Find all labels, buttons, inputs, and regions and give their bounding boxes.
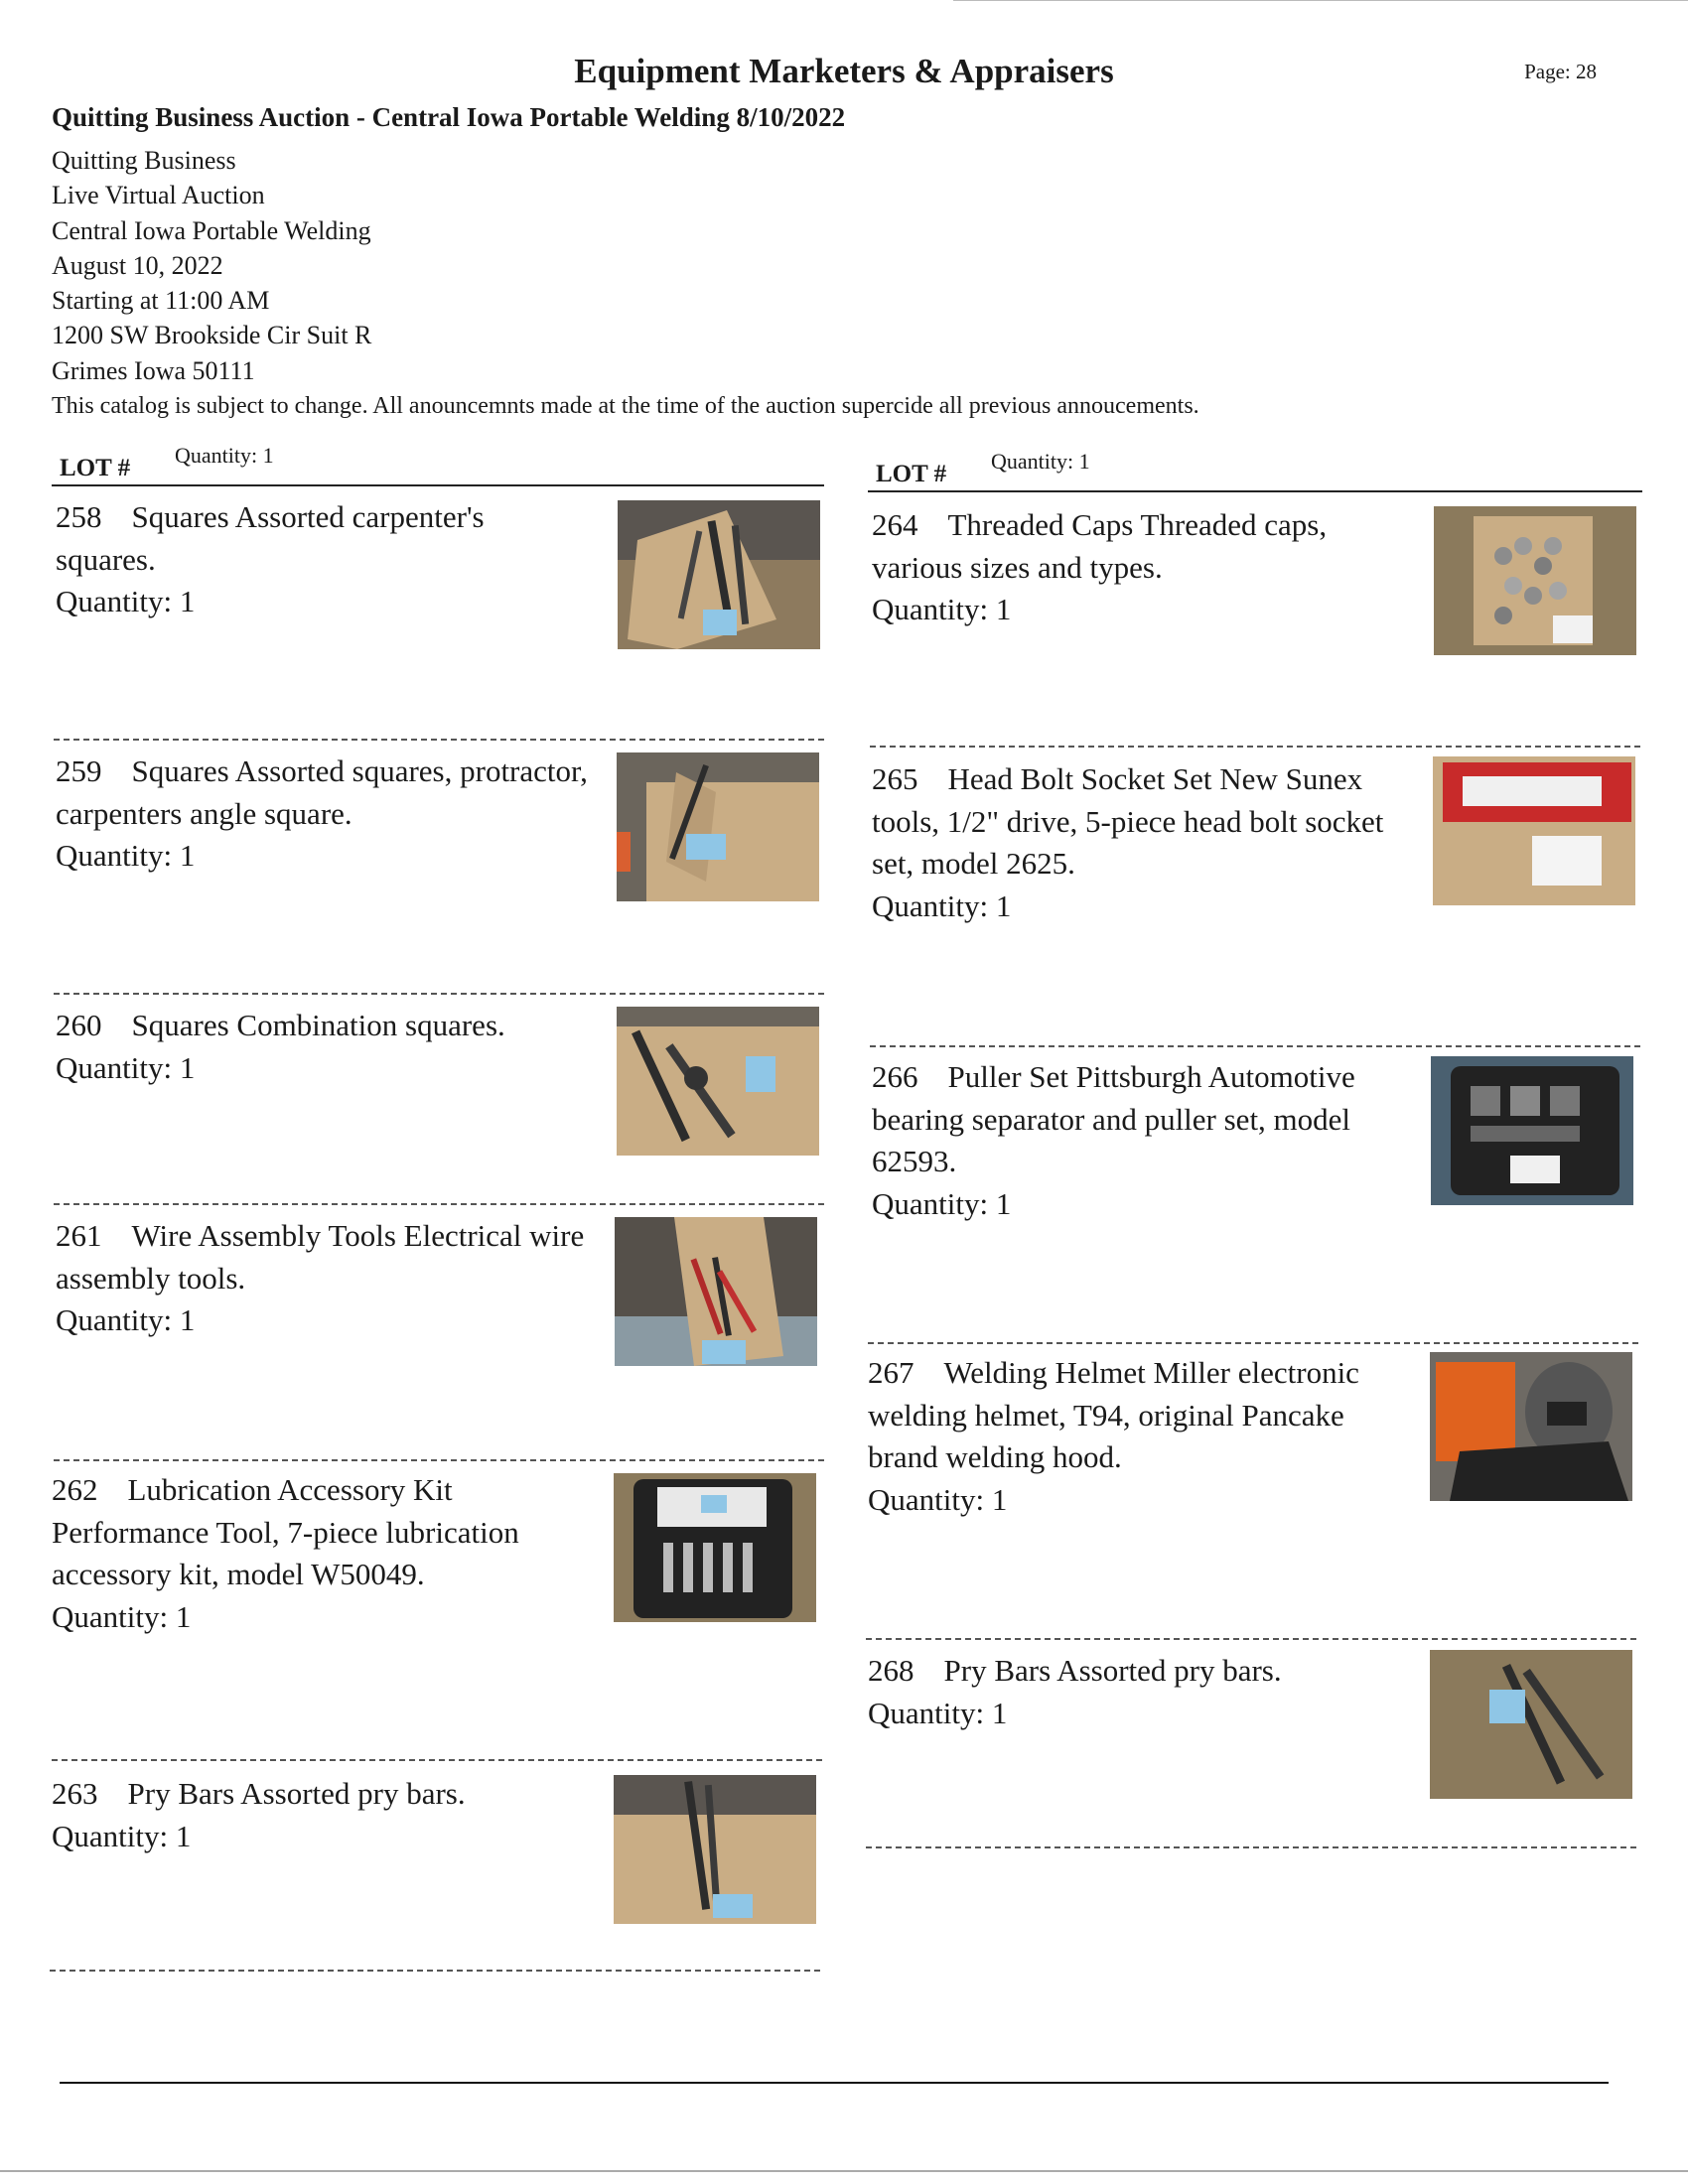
lot-item [868, 1650, 1404, 1734]
lot-description: Threaded Caps Threaded caps, various sizes and types. [872, 507, 1328, 585]
lot-label: LOT # [60, 455, 131, 481]
lot-description: Puller Set Pittsburgh Automotive bearing separator and puller set, model 62593. [872, 1059, 1355, 1178]
lot-photo[interactable] [1430, 1650, 1632, 1799]
lot-number: 262 [52, 1472, 98, 1507]
lot-quantity: Quantity: 1 [872, 1185, 1012, 1221]
quantity-label: Quantity: 1 [991, 449, 1090, 474]
lot-item [868, 1352, 1409, 1521]
lot-number: 267 [868, 1355, 914, 1390]
lot-number: 265 [872, 761, 918, 796]
lot-photo[interactable] [617, 1007, 819, 1156]
catalog-notice: This catalog is subject to change. All anouncemnts made at the time of the auction supercide all previous annoucements. [52, 393, 1199, 419]
lot-quantity: Quantity: 1 [868, 1481, 1008, 1517]
pry-bars-photo-icon [614, 1775, 816, 1924]
lot-description: Squares Assorted carpenter's squares. [56, 499, 485, 577]
lot-item [872, 504, 1408, 631]
info-line: Central Iowa Portable Welding [52, 215, 371, 245]
lot-number: 268 [868, 1653, 914, 1688]
lot-description: Lubrication Accessory Kit Performance Tool, 7-piece lubrication accessory kit, model W50049. [52, 1472, 519, 1591]
lot-number: 258 [56, 499, 102, 534]
lot-photo[interactable] [618, 500, 820, 649]
lot-description: Pry Bars Assorted pry bars. [127, 1776, 466, 1811]
info-line: 1200 SW Brookside Cir Suit R [52, 321, 372, 350]
lot-quantity: Quantity: 1 [56, 1049, 196, 1085]
lot-photo[interactable] [615, 1217, 817, 1366]
info-line: Quitting Business [52, 146, 236, 175]
quantity-label: Quantity: 1 [175, 443, 274, 468]
lot-number: 263 [52, 1776, 98, 1811]
right-column-header [868, 447, 1642, 492]
lot-label: LOT # [876, 461, 947, 487]
lubrication-kit-photo-icon [614, 1473, 816, 1622]
info-line: Live Virtual Auction [52, 181, 265, 210]
lot-divider [50, 1970, 820, 1972]
lot-divider [866, 1846, 1636, 1848]
lot-divider [54, 1203, 824, 1205]
scan-edge-bottom [0, 2170, 1688, 2172]
lot-number: 259 [56, 753, 102, 788]
info-line: August 10, 2022 [52, 250, 223, 280]
squares-photo-icon [618, 500, 820, 649]
lot-quantity: Quantity: 1 [52, 1598, 192, 1634]
info-line: Starting at 11:00 AM [52, 286, 270, 316]
lot-divider [866, 1638, 1636, 1640]
scan-edge-top [953, 0, 1688, 1]
lot-quantity: Quantity: 1 [56, 584, 196, 618]
footer-rule [60, 2082, 1609, 2084]
auction-title: Quitting Business Auction - Central Iowa Portable Welding 8/10/2022 [52, 102, 846, 132]
lot-description: Welding Helmet Miller electronic welding helmet, T94, original Pancake brand welding hood. [868, 1355, 1359, 1474]
lot-divider [870, 746, 1640, 748]
lot-quantity: Quantity: 1 [56, 838, 196, 873]
info-line: Grimes Iowa 50111 [52, 355, 255, 385]
lot-photo[interactable] [614, 1775, 816, 1924]
lot-quantity: Quantity: 1 [872, 592, 1012, 626]
threaded-caps-photo-icon [1434, 506, 1636, 655]
lot-divider [54, 1459, 824, 1461]
lot-number: 260 [56, 1008, 102, 1042]
lot-number: 261 [56, 1218, 102, 1253]
lot-description: Head Bolt Socket Set New Sunex tools, 1/2" drive, 5-piece head bolt socket set, model 2625. [872, 761, 1384, 881]
lot-divider [54, 993, 824, 995]
lot-photo[interactable] [1430, 1352, 1632, 1501]
lot-number: 266 [872, 1059, 918, 1094]
lot-photo[interactable] [1433, 756, 1635, 905]
lot-photo[interactable] [614, 1473, 816, 1622]
welding-helmet-photo-icon [1430, 1352, 1632, 1501]
lot-quantity: Quantity: 1 [56, 1302, 196, 1337]
lot-item [56, 751, 592, 878]
lot-divider [54, 739, 824, 741]
lot-description: Pry Bars Assorted pry bars. [943, 1653, 1282, 1688]
socket-set-photo-icon [1433, 756, 1635, 905]
lot-quantity: Quantity: 1 [52, 1818, 192, 1853]
lot-item [52, 1773, 588, 1857]
auction-info [52, 143, 371, 388]
lot-divider [868, 1342, 1638, 1344]
pry-bars-photo-icon [1430, 1650, 1632, 1799]
lot-description: Wire Assembly Tools Electrical wire assembly tools. [56, 1218, 585, 1296]
page-number: Page: 28 [1524, 60, 1597, 83]
lot-photo[interactable] [1434, 506, 1636, 655]
squares-photo-icon [617, 752, 819, 901]
puller-set-photo-icon [1431, 1056, 1633, 1205]
wire-tools-photo-icon [615, 1217, 817, 1366]
lot-number: 264 [872, 507, 918, 542]
lot-photo[interactable] [1431, 1056, 1633, 1205]
lot-item [56, 1005, 592, 1089]
combination-squares-photo-icon [617, 1007, 819, 1156]
lot-divider [52, 1759, 822, 1761]
lot-divider [870, 1045, 1640, 1047]
lot-description: Squares Assorted squares, protractor, carpenters angle square. [56, 753, 588, 831]
lot-description: Squares Combination squares. [131, 1008, 505, 1042]
lot-quantity: Quantity: 1 [872, 887, 1012, 923]
lot-photo[interactable] [617, 752, 819, 901]
left-column-header [52, 441, 824, 486]
lot-item [56, 496, 592, 623]
lot-item [872, 758, 1408, 927]
lot-item [872, 1056, 1408, 1225]
lot-item [56, 1215, 592, 1342]
company-name: Equipment Marketers & Appraisers [574, 52, 1114, 90]
lot-item [52, 1469, 588, 1638]
lot-quantity: Quantity: 1 [868, 1695, 1008, 1730]
